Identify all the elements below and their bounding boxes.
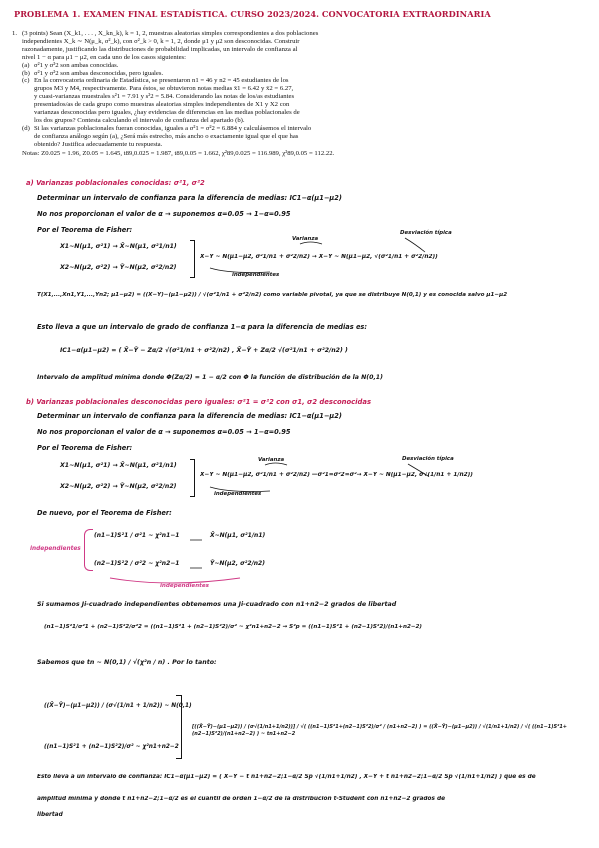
indep-underline-a xyxy=(210,268,270,273)
section-b-title: Varianzas poblacionales desconocidas pero iguales: σ²1 = σ²2 con σ1, σ2 desconocidas xyxy=(36,398,372,406)
intro-line: (3 points) Sean (X_k1, . . . , X_kn_k), k = 1, 2, muestras aleatorias simples correspondientes a dos poblaciones xyxy=(22,30,319,37)
item-line: varianzas desconocidas pero iguales, ¿hay evidencias de diferencias en las medias poblacionales de xyxy=(34,109,300,117)
section-a-title: Varianzas poblacionales conocidas: σ²1, σ²2 xyxy=(36,179,205,187)
item-line: los dos grupos? Contesta calculando el intervalo de confianza del apartado (b). xyxy=(34,116,245,124)
b-x1-dist: X1~N(μ1, σ²1) → X̄~N(μ1, σ²1/n1) xyxy=(60,462,177,469)
b-again: De nuevo, por el Teorema de Fisher: xyxy=(37,509,172,517)
b-sum-text: Si sumamos Ji-cuadrado independientes obtenemos una Ji-cuadrado con n1+n2−2 grados de libertad xyxy=(37,601,397,608)
b-line1: Determinar un intervalo de confianza para la diferencia de medias: IC1−α(μ1−μ2) xyxy=(37,412,342,420)
b-indep-left-label: independientes xyxy=(30,546,81,552)
b-chi1: (n1−1)S²1 / σ²1 ~ χ²n1−1 xyxy=(94,532,180,539)
item-label: (b) xyxy=(22,69,30,77)
item-line: obtenido? Justifica adecuadamente tu respuesta. xyxy=(34,140,163,148)
item-line: σ²1 y σ²2 son ambas desconocidas, pero iguales. xyxy=(34,69,164,77)
intro-line: independientes X_k ∼ N(μ_k, σ²_k), con σ²_k > 0, k = 1, 2, donde μ1 y μ2 son desconocidas. Construir xyxy=(22,37,300,45)
a-pivot: T(X1,...,Xn1,Y1,...,Yn2; μ1−μ2) = ((X̄−Ȳ)−(μ1−μ2)) / √(σ²1/n1 + σ²2/n2) como variable pivotal, ya que se distribuye N(0,1) y es conocida salvo μ1−μ2 xyxy=(37,292,508,298)
a-indep-label: independientes xyxy=(232,272,280,278)
a-leads: Esto lleva a que un intervalo de grado de confianza 1−α para la diferencia de medias es: xyxy=(37,323,367,331)
notes-line: Notas: Z0.025 = 1.96, Z0.05 = 1.645, t89,0.025 = 1.987, t89,0.05 = 1.662, χ²89,0.025 = 116.989, χ²89,0.05 = 112.22. xyxy=(22,149,335,157)
b-desv-label: Desviación típica xyxy=(402,456,454,462)
b-indep-bottom-label: independientes xyxy=(160,583,209,589)
varianza-arrow-b xyxy=(265,463,287,465)
b-amplitude: amplitud mínima y donde t n1+n2−2;1−α/2 es el cuantil de orden 1−α/2 de la distribución t-Student con n1+n2−2 grados de xyxy=(37,796,446,802)
a-diff-dist: X̄−Ȳ ~ N(μ1−μ2, σ²1/n1 + σ²2/n2) → X̄−Ȳ ~ N(μ1−μ2, √(σ²1/n1 + σ²2/n2)) xyxy=(200,254,438,260)
b-x2-dist: X2~N(μ2, σ²2) → Ȳ~N(μ2, σ²2/n2) xyxy=(60,483,177,490)
b-diff-dist: X̄−Ȳ ~ N(μ1−μ2, σ²1/n1 + σ²2/n2) —σ²1=σ²2=σ²→ X̄−Ȳ ~ N(μ1−μ2, σ√(1/n1 + 1/n2)) xyxy=(200,472,473,478)
item-line: Si las varianzas poblacionales fueran conocidas, iguales a σ²1 = σ²2 = 6.884 y calculásemos el intervalo xyxy=(34,124,312,132)
item-label: (c) xyxy=(22,77,30,85)
b-indep-label: independientes xyxy=(214,491,262,497)
a-line1: Determinar un intervalo de confianza para la diferencia de medias: IC1−α(μ1−μ2) xyxy=(37,194,342,202)
b-line3: Por el Teorema de Fisher: xyxy=(37,444,133,452)
item-line: En la convocatoria ordinaria de Estadística, se presentaron n1 = 46 y n2 = 45 estudiantes de los xyxy=(34,77,289,85)
b-varianza-label: Varianza xyxy=(258,457,285,463)
item-line: grupos M3 y M4, respectivamente. Para éstos, se obtuvieron notas medias x̄1 = 6.42 y x̄2 = 6.27, xyxy=(34,85,294,93)
intro-line: razonadamente, justificando las distribuciones de probabilidad implicadas, un intervalo de confianza al xyxy=(22,45,298,53)
varianza-arrow-a xyxy=(300,242,322,244)
intro-line: nivel 1 − α para μ1 − μ2, en cada uno de los casos siguientes: xyxy=(22,53,187,61)
indep-underline-b xyxy=(210,487,270,492)
item-line: presentados/as de cada grupo como muestras aleatorias simples independientes de X1 y X2 con xyxy=(34,101,290,109)
section-a-prefix: a) xyxy=(26,179,34,187)
b-t1: ((X̄−Ȳ)−(μ1−μ2)) / (σ√(1/n1 + 1/n2)) ~ N(0,1) xyxy=(44,703,192,709)
b-big-fraction: [((X̄−Ȳ)−(μ1−μ2)) / (σ√(1/n1+1/n2))] / √( ((n1−1)S²1+(n2−1)S²2)/σ² / (n1+n2−2) ) = ((X̄−Ȳ)−(μ1−μ2)) / √(1/n1+1/n2) / √( ((n1−1)S²1+(n2−1)S²2)/(n1+n2−2) ) ~ tn1+n2−2 xyxy=(192,724,567,737)
page-title: PROBLEMA 1. EXAMEN FINAL ESTADÍSTICA. CURSO 2023/2024. CONVOCATORIA EXTRAORDINARIA xyxy=(14,9,491,19)
desv-arrow-a xyxy=(405,238,425,252)
chi-arrows xyxy=(190,540,202,568)
a-x2-dist: X2~N(μ2, σ²2) → Ȳ~N(μ2, σ²2/n2) xyxy=(60,264,177,271)
a-desv-label: Desviación típica xyxy=(400,230,452,236)
desv-arrow-b xyxy=(408,464,428,476)
a-line3: Por el Teorema de Fisher: xyxy=(37,226,133,234)
item-line: σ²1 y σ²2 son ambas conocidas. xyxy=(34,61,119,69)
item-label: (a) xyxy=(22,61,30,69)
b-t2: ((n1−1)S²1 + (n2−1)S²2)/σ² ~ χ²n1+n2−2 xyxy=(44,744,179,750)
a-varianza-label: Varianza xyxy=(292,236,319,242)
problem-number: 1. xyxy=(12,30,18,37)
b-chi2: (n2−1)S²2 / σ²2 ~ χ²n2−1 xyxy=(94,560,180,567)
b-leads: Esto lleva a un intervalo de confianza: IC1−α(μ1−μ2) = ( X̄−Ȳ − t n1+n2−2;1−α/2 Sp √(1/n1+1/n2) , X̄−Ȳ + t n1+n2−2;1−α/2 Sp √(1/n1+1/n2) ) que es de xyxy=(37,774,536,780)
a-amplitude: Intervalo de amplitud mínima donde Φ(Zα/2) = 1 − α/2 con Φ la función de distribución de la N(0,1) xyxy=(37,374,383,381)
b-amplitude-cont: libertad xyxy=(37,812,63,818)
b-sum-eq: (n1−1)S²1/σ²1 + (n2−1)S²2/σ²2 = ((n1−1)S²1 + (n2−1)S²2)/σ² ~ χ²n1+n2−2 → S²p = ((n1−1)S²1 + (n2−1)S²2)/(n1+n2−2) xyxy=(44,624,422,630)
a-ic-formula: IC1−α(μ1−μ2) = ( X̄−Ȳ − Zα/2 √(σ²1/n1 + σ²2/n2) , X̄−Ȳ + Zα/2 √(σ²1/n1 + σ²2/n2) ) xyxy=(60,347,348,354)
item-line: y cuasi-varianzas muestrales s²1 = 7.91 y s²2 = 5.84. Considerando las notas de los/as estudiantes xyxy=(34,93,295,101)
pink-underline xyxy=(110,578,240,583)
a-line2: No nos proporcionan el valor de α → suponemos α=0.05 → 1−α=0.95 xyxy=(37,210,291,218)
a-x1-dist: X1~N(μ1, σ²1) → X̄~N(μ1, σ²1/n1) xyxy=(60,243,177,250)
item-label: (d) xyxy=(22,124,30,132)
b-ybar-dist: Ȳ~N(μ2, σ²2/n2) xyxy=(210,560,265,567)
item-line: de confianza análogo según (a), ¿Será más estrecho, más ancho o exactamente igual que el que has xyxy=(34,132,299,140)
b-know: Sabemos que tn ~ N(0,1) / √(χ²n / n) . Por lo tanto: xyxy=(37,659,217,666)
b-xbar-dist: X̄~N(μ1, σ²1/n1) xyxy=(210,532,266,539)
b-line2: No nos proporcionan el valor de α → suponemos α=0.05 → 1−α=0.95 xyxy=(37,428,291,436)
section-b-prefix: b) xyxy=(26,398,34,406)
